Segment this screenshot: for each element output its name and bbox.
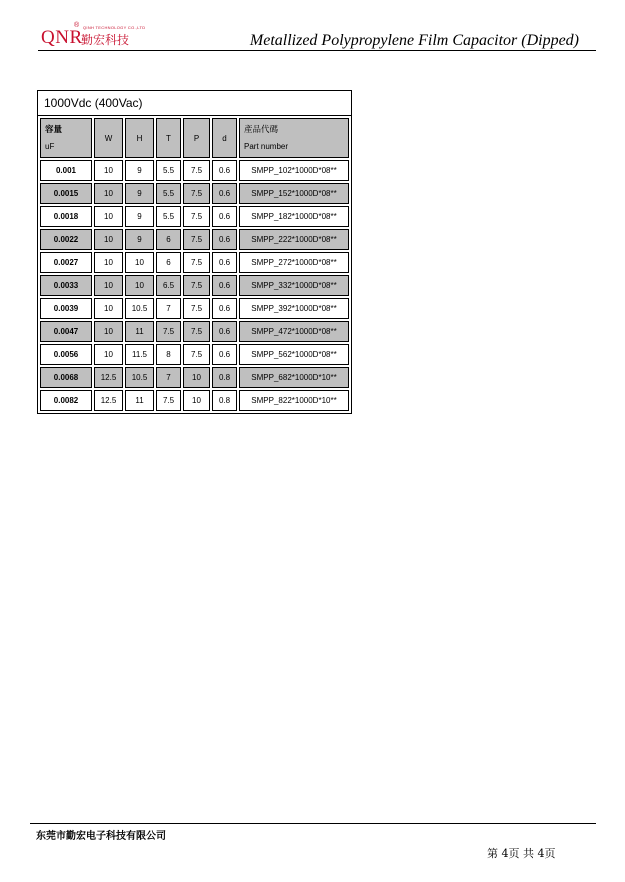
cell-d: 0.6: [212, 183, 237, 204]
cell-part-number: SMPP_822*1000D*10**: [239, 390, 349, 411]
cell-p: 7.5: [183, 344, 210, 365]
cell-part-number: SMPP_392*1000D*08**: [239, 298, 349, 319]
cell-t: 5.5: [156, 160, 181, 181]
table-header-row: [40, 118, 349, 158]
cell-w: 10: [94, 252, 123, 273]
cell-d: 0.6: [212, 252, 237, 273]
cell-p: 7.5: [183, 206, 210, 227]
cell-part-number: SMPP_272*1000D*08**: [239, 252, 349, 273]
document-title: Metallized Polypropylene Film Capacitor (Dipped): [249, 32, 579, 49]
header-d: d: [212, 118, 237, 158]
header-capacitance-unit: uF: [45, 142, 55, 151]
footer-divider: [30, 823, 596, 824]
cell-d: 0.6: [212, 160, 237, 181]
table-row: [40, 160, 349, 181]
cell-capacitance: 0.0068: [40, 367, 92, 388]
cell-p: 10: [183, 367, 210, 388]
cell-capacitance: 0.0082: [40, 390, 92, 411]
cell-h: 10.5: [125, 298, 154, 319]
header-divider: [38, 50, 596, 51]
table-row: [40, 206, 349, 227]
cell-h: 9: [125, 229, 154, 250]
header-part-number-cn: 產品代碼: [244, 124, 279, 134]
cell-d: 0.6: [212, 321, 237, 342]
cell-capacitance: 0.0018: [40, 206, 92, 227]
header-p: P: [183, 118, 210, 158]
cell-p: 7.5: [183, 160, 210, 181]
footer-company-name: 东莞市勤宏电子科技有限公司: [36, 831, 166, 842]
cell-w: 10: [94, 206, 123, 227]
registered-mark: ®: [74, 22, 80, 29]
cell-t: 7.5: [156, 321, 181, 342]
cell-w: 10: [94, 275, 123, 296]
cell-p: 10: [183, 390, 210, 411]
cell-h: 9: [125, 206, 154, 227]
table-row: [40, 252, 349, 273]
header-w: W: [94, 118, 123, 158]
cell-w: 10: [94, 298, 123, 319]
cell-t: 7: [156, 367, 181, 388]
cell-h: 9: [125, 160, 154, 181]
cell-p: 7.5: [183, 229, 210, 250]
header-capacitance: [40, 118, 92, 158]
cell-capacitance: 0.0047: [40, 321, 92, 342]
header-h: H: [125, 118, 154, 158]
cell-t: 5.5: [156, 183, 181, 204]
cell-t: 5.5: [156, 206, 181, 227]
cell-capacitance: 0.001: [40, 160, 92, 181]
cell-part-number: SMPP_152*1000D*08**: [239, 183, 349, 204]
table-row: [40, 298, 349, 319]
cell-part-number: SMPP_222*1000D*08**: [239, 229, 349, 250]
cell-part-number: SMPP_682*1000D*10**: [239, 367, 349, 388]
cell-t: 7.5: [156, 390, 181, 411]
cell-d: 0.6: [212, 206, 237, 227]
cell-h: 10: [125, 275, 154, 296]
cell-d: 0.6: [212, 344, 237, 365]
cell-p: 7.5: [183, 183, 210, 204]
logo-mark: QNR: [41, 27, 83, 48]
header-capacitance-cn: 容量: [45, 124, 63, 134]
cell-h: 11: [125, 321, 154, 342]
cell-h: 9: [125, 183, 154, 204]
cell-d: 0.6: [212, 298, 237, 319]
cell-h: 10: [125, 252, 154, 273]
logo-chinese-text: 勤宏科技: [81, 33, 130, 47]
cell-h: 10.5: [125, 367, 154, 388]
table-row: [40, 390, 349, 411]
cell-p: 7.5: [183, 298, 210, 319]
table-row: [40, 229, 349, 250]
cell-d: 0.8: [212, 367, 237, 388]
cell-t: 6: [156, 252, 181, 273]
table-row: [40, 275, 349, 296]
cell-capacitance: 0.0056: [40, 344, 92, 365]
cell-part-number: SMPP_472*1000D*08**: [239, 321, 349, 342]
table-row: [40, 183, 349, 204]
cell-part-number: SMPP_562*1000D*08**: [239, 344, 349, 365]
cell-w: 12.5: [94, 367, 123, 388]
header-t: T: [156, 118, 181, 158]
cell-part-number: SMPP_102*1000D*08**: [239, 160, 349, 181]
cell-h: 11.5: [125, 344, 154, 365]
spec-grid: [38, 116, 351, 413]
spec-table: [37, 90, 352, 414]
table-title: 1000Vdc (400Vac): [38, 91, 351, 116]
page-number: 第 4页 共 4页: [487, 847, 556, 860]
page-header: [0, 0, 625, 60]
cell-w: 10: [94, 344, 123, 365]
logo-english-text: QINH TECHNOLOGY CO.,LTD: [83, 25, 146, 30]
cell-capacitance: 0.0022: [40, 229, 92, 250]
cell-w: 10: [94, 321, 123, 342]
cell-p: 7.5: [183, 321, 210, 342]
cell-capacitance: 0.0033: [40, 275, 92, 296]
cell-part-number: SMPP_182*1000D*08**: [239, 206, 349, 227]
cell-capacitance: 0.0015: [40, 183, 92, 204]
cell-p: 7.5: [183, 252, 210, 273]
cell-t: 7: [156, 298, 181, 319]
cell-w: 10: [94, 183, 123, 204]
cell-d: 0.6: [212, 229, 237, 250]
cell-part-number: SMPP_332*1000D*08**: [239, 275, 349, 296]
cell-d: 0.8: [212, 390, 237, 411]
cell-w: 12.5: [94, 390, 123, 411]
cell-t: 8: [156, 344, 181, 365]
cell-capacitance: 0.0039: [40, 298, 92, 319]
cell-d: 0.6: [212, 275, 237, 296]
cell-p: 7.5: [183, 275, 210, 296]
cell-t: 6: [156, 229, 181, 250]
table-row: [40, 321, 349, 342]
cell-capacitance: 0.0027: [40, 252, 92, 273]
cell-h: 11: [125, 390, 154, 411]
table-row: [40, 344, 349, 365]
header-part-number: [239, 118, 349, 158]
cell-t: 6.5: [156, 275, 181, 296]
table-row: [40, 367, 349, 388]
header-part-number-en: Part number: [244, 142, 289, 151]
cell-w: 10: [94, 229, 123, 250]
cell-w: 10: [94, 160, 123, 181]
